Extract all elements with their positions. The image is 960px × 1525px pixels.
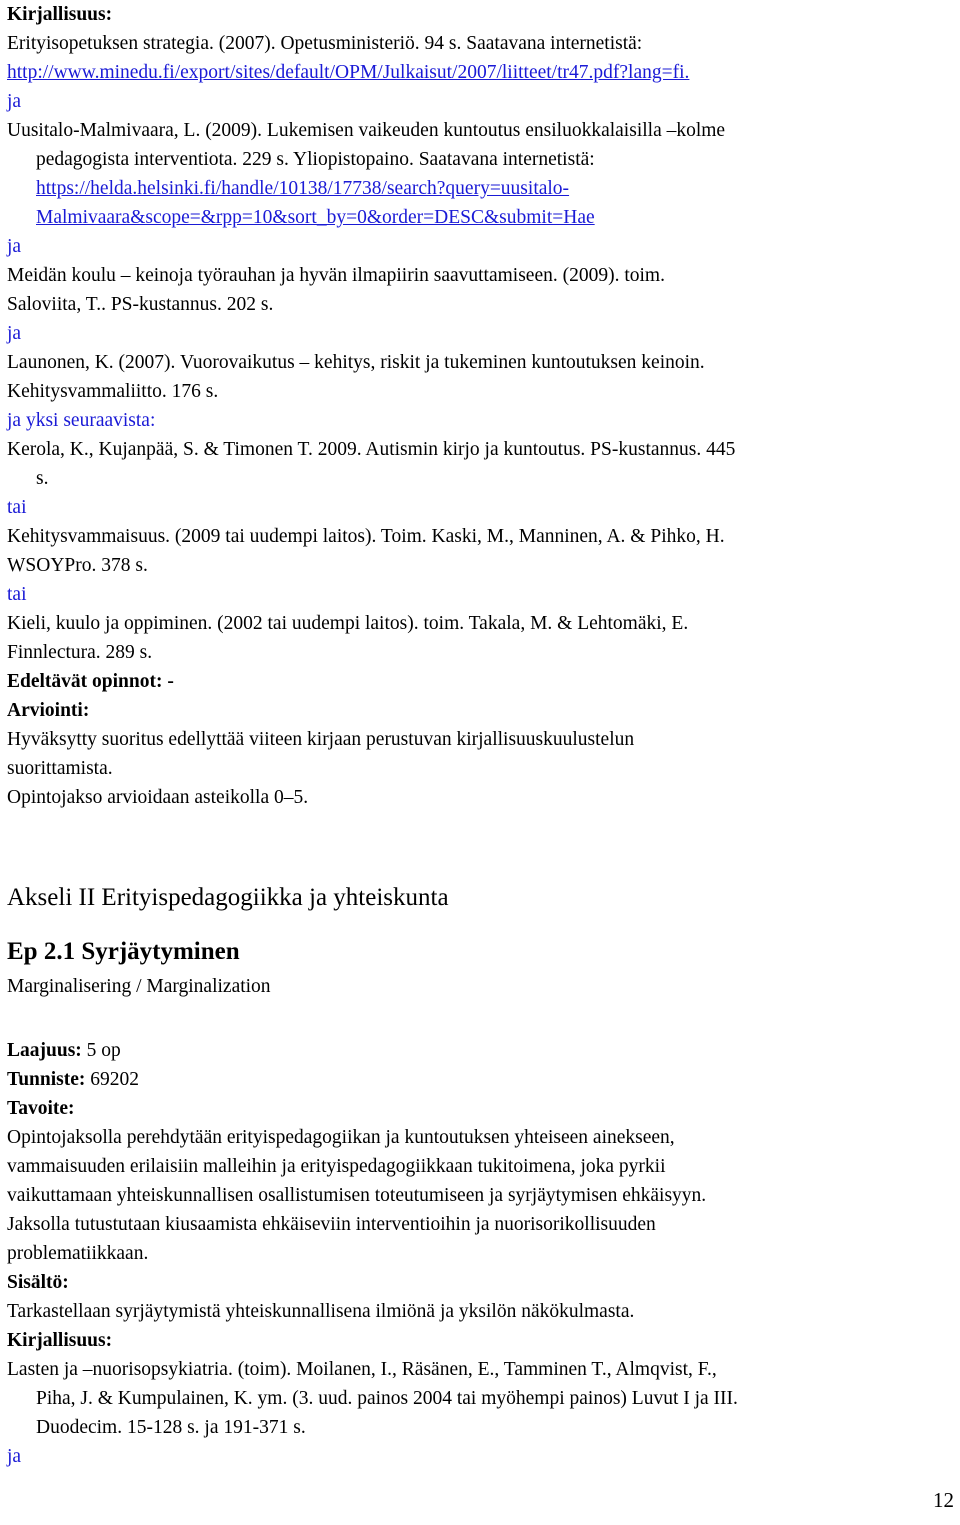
conjunction-ja: ja <box>7 323 22 344</box>
reference-5-cont: s. <box>36 468 49 489</box>
conjunction-ja: ja <box>7 1446 22 1467</box>
reference-8: Lasten ja –nuorisopsykiatria. (toim). Moilanen, I., Räsänen, E., Tamminen T., Almqvist, F., <box>7 1359 717 1380</box>
kirjallisuus-heading: Kirjallisuus: <box>7 4 113 25</box>
arviointi-heading: Arviointi: <box>7 700 90 721</box>
tavoite-text: problematiikkaan. <box>7 1243 149 1264</box>
tavoite-text: vaikuttamaan yhteiskunnallisen osallistumisen toteutumiseen ja syrjäytymisen ehkäisyyn. <box>7 1185 707 1206</box>
document-page <box>7 0 952 1471</box>
arviointi-text-cont: suorittamista. <box>7 758 113 779</box>
reference-8-cont: Duodecim. 15-128 s. ja 191-371 s. <box>36 1417 306 1438</box>
reference-2: Uusitalo-Malmivaara, L. (2009). Lukemisen vaikeuden kuntoutus ensiluokkalaisilla –kolme <box>7 120 726 141</box>
kirjallisuus-heading: Kirjallisuus: <box>7 1330 113 1351</box>
reference-2-link[interactable]: https://helda.helsinki.fi/handle/10138/17738/search?query=uusitalo- <box>36 178 570 199</box>
reference-4-cont: Kehitysvammaliitto. 176 s. <box>7 381 219 402</box>
reference-6-cont: WSOYPro. 378 s. <box>7 555 148 576</box>
conjunction-tai: tai <box>7 584 27 605</box>
tunniste-value: 69202 <box>85 1069 140 1090</box>
tavoite-heading: Tavoite: <box>7 1098 75 1119</box>
reference-2-link-cont[interactable]: Malmivaara&scope=&rpp=10&sort_by=0&order=DESC&submit=Hae <box>36 207 595 228</box>
course-subtitle: Marginalisering / Marginalization <box>7 976 271 997</box>
reference-8-cont: Piha, J. & Kumpulainen, K. ym. (3. uud. painos 2004 tai myöhempi painos) Luvut I ja III. <box>36 1388 738 1409</box>
laajuus-value: 5 op <box>81 1040 121 1061</box>
laajuus-label: Laajuus: <box>7 1040 82 1061</box>
conjunction-ja-yksi: ja yksi seuraavista: <box>7 410 156 431</box>
tavoite-text: vammaisuuden erilaisiin malleihin ja erityispedagogiikkaan tukitoimena, joka pyrkii <box>7 1156 666 1177</box>
tunniste-label: Tunniste: <box>7 1069 86 1090</box>
reference-3-cont: Saloviita, T.. PS-kustannus. 202 s. <box>7 294 274 315</box>
reference-7: Kieli, kuulo ja oppiminen. (2002 tai uudempi laitos). toim. Takala, M. & Lehtomäki, E. <box>7 613 689 634</box>
reference-5: Kerola, K., Kujanpää, S. & Timonen T. 2009. Autismin kirjo ja kuntoutus. PS-kustannus. 445 <box>7 439 736 460</box>
reference-3: Meidän koulu – keinoja työrauhan ja hyvän ilmapiirin saavuttamiseen. (2009). toim. <box>7 265 665 286</box>
reference-6: Kehitysvammaisuus. (2009 tai uudempi laitos). Toim. Kaski, M., Manninen, A. & Pihko, H. <box>7 526 725 547</box>
reference-2-cont: pedagogista interventiota. 229 s. Yliopistopaino. Saatavana internetistä: <box>36 149 595 170</box>
page-number: 12 <box>933 1488 954 1512</box>
conjunction-tai: tai <box>7 497 27 518</box>
arviointi-text: Hyväksytty suoritus edellyttää viiteen kirjaan perustuvan kirjallisuuskuulustelun <box>7 729 635 750</box>
sisalto-text: Tarkastellaan syrjäytymistä yhteiskunnallisena ilmiönä ja yksilön näkökulmasta. <box>7 1301 635 1322</box>
conjunction-ja: ja <box>7 236 22 257</box>
tavoite-text: Opintojaksolla perehdytään erityispedagogiikan ja kuntoutuksen yhteiseen ainekseen, <box>7 1127 675 1148</box>
conjunction-ja: ja <box>7 91 22 112</box>
sisalto-heading: Sisältö: <box>7 1272 69 1293</box>
course-heading: Ep 2.1 Syrjäytyminen <box>7 938 240 965</box>
reference-4: Launonen, K. (2007). Vuorovaikutus – kehitys, riskit ja tukeminen kuntoutuksen keinoin. <box>7 352 705 373</box>
reference-1: Erityisopetuksen strategia. (2007). Opetusministeriö. 94 s. Saatavana internetistä: <box>7 33 643 54</box>
tavoite-text: Jaksolla tutustutaan kiusaamista ehkäiseviin interventioihin ja nuorisorikollisuuden <box>7 1214 656 1235</box>
reference-1-link[interactable]: http://www.minedu.fi/export/sites/default/OPM/Julkaisut/2007/liitteet/tr47.pdf?lang=fi. <box>7 62 690 83</box>
arviointi-scale: Opintojakso arvioidaan asteikolla 0–5. <box>7 787 309 808</box>
reference-7-cont: Finnlectura. 289 s. <box>7 642 153 663</box>
section-heading: Akseli II Erityispedagogiikka ja yhteiskunta <box>7 884 449 911</box>
edeltavat-opinnot: Edeltävät opinnot: - <box>7 671 174 692</box>
